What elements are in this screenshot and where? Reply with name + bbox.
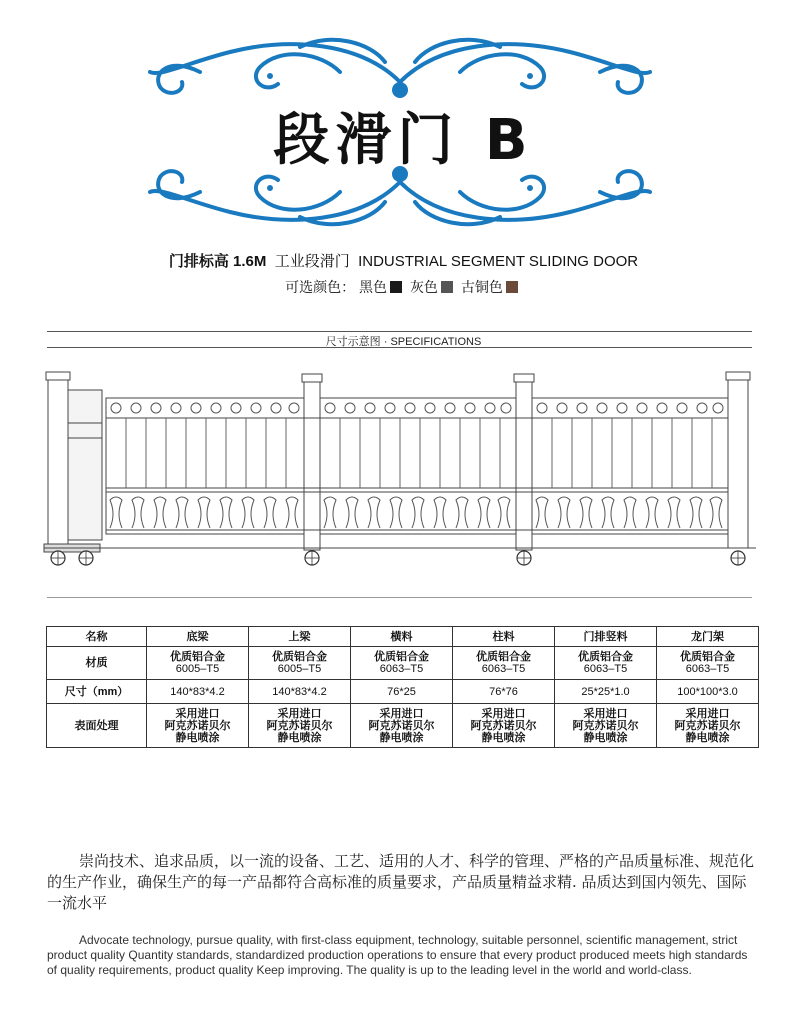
- size-cell: 140*83*4.2: [249, 680, 351, 704]
- color-bronze-swatch: [506, 281, 518, 293]
- spec-divider-bottom: [47, 347, 752, 348]
- gate-height: 1.6M: [233, 253, 267, 270]
- header-cell: 门排竖料: [555, 627, 657, 647]
- row-label: 尺寸（mm）: [47, 680, 147, 704]
- product-subtitle: [0, 250, 807, 271]
- size-cell: 140*83*4.2: [147, 680, 249, 704]
- subtitle-prefix: 门排标高: [168, 253, 234, 270]
- size-cell: 25*25*1.0: [555, 680, 657, 704]
- size-cell: 100*100*3.0: [657, 680, 759, 704]
- table-row-finish: [47, 704, 759, 748]
- spec-divider-top: [47, 331, 752, 332]
- color-black-label: 黑色: [359, 279, 388, 295]
- finish-cell: 采用进口 阿克苏诺贝尔 静电喷涂: [351, 704, 453, 748]
- spec-table: [46, 626, 759, 748]
- page-title: 段滑门 B: [273, 108, 534, 173]
- finish-cell: 采用进口 阿克苏诺贝尔 静电喷涂: [657, 704, 759, 748]
- material-cell: 优质铝合金 6005–T5: [249, 647, 351, 680]
- color-bronze-label: 古铜色: [460, 279, 503, 295]
- color-options: [0, 277, 807, 297]
- color-gray-label: 灰色: [409, 279, 438, 295]
- header-cell: 龙门架: [657, 627, 759, 647]
- material-cell: 优质铝合金 6005–T5: [147, 647, 249, 680]
- header-cell: 底梁: [147, 627, 249, 647]
- spec-heading: 尺寸示意图 · SPECIFICATIONS: [325, 336, 482, 348]
- material-cell: 优质铝合金 6063–T5: [351, 647, 453, 680]
- colors-label: 可选颜色：: [285, 279, 356, 295]
- finish-cell: 采用进口 阿克苏诺贝尔 静电喷涂: [249, 704, 351, 748]
- header-cell: 横料: [351, 627, 453, 647]
- material-cell: 优质铝合金 6063–T5: [657, 647, 759, 680]
- material-cell: 优质铝合金 6063–T5: [555, 647, 657, 680]
- material-cell: 优质铝合金 6063–T5: [453, 647, 555, 680]
- finish-cell: 采用进口 阿克苏诺贝尔 静电喷涂: [453, 704, 555, 748]
- size-cell: 76*76: [453, 680, 555, 704]
- row-label: 表面处理: [47, 704, 147, 748]
- header-cell: 上梁: [249, 627, 351, 647]
- size-cell: 76*25: [351, 680, 453, 704]
- table-row-size: [47, 680, 759, 704]
- description-chinese: 崇尚技术、追求品质，以一流的设备、工艺、适用的人才、科学的管理、严格的产品质量标准、规范化的生产作业，确保生产的每一产品都符合高标准的质量要求，产品质量精益求精. 品质达到国内领先、国际一流水平: [47, 852, 755, 912]
- finish-cell: 采用进口 阿克苏诺贝尔 静电喷涂: [555, 704, 657, 748]
- table-row-material: [47, 647, 759, 680]
- subtitle-rest: 工业段滑门 INDUSTRIAL SEGMENT SLIDING DOOR: [266, 253, 639, 270]
- color-gray-swatch: [441, 281, 453, 293]
- row-label: 材质: [47, 647, 147, 680]
- header-cell: 柱料: [453, 627, 555, 647]
- diagram-divider: [47, 597, 752, 598]
- description-english: Advocate technology, pursue quality, with first-class equipment, technology, suitable personnel, scientific management, strict product quality Quantity standards, standardized production operations to ensure that every product produced meets high standards of quality requirements, product quality Keep improving. The quality is up to the leading level in the world and world-class.: [47, 933, 748, 977]
- table-header-row: [47, 627, 759, 647]
- color-black-swatch: [390, 281, 402, 293]
- header-cell: 名称: [47, 627, 147, 647]
- finish-cell: 采用进口 阿克苏诺贝尔 静电喷涂: [147, 704, 249, 748]
- gate-diagram: [40, 368, 760, 568]
